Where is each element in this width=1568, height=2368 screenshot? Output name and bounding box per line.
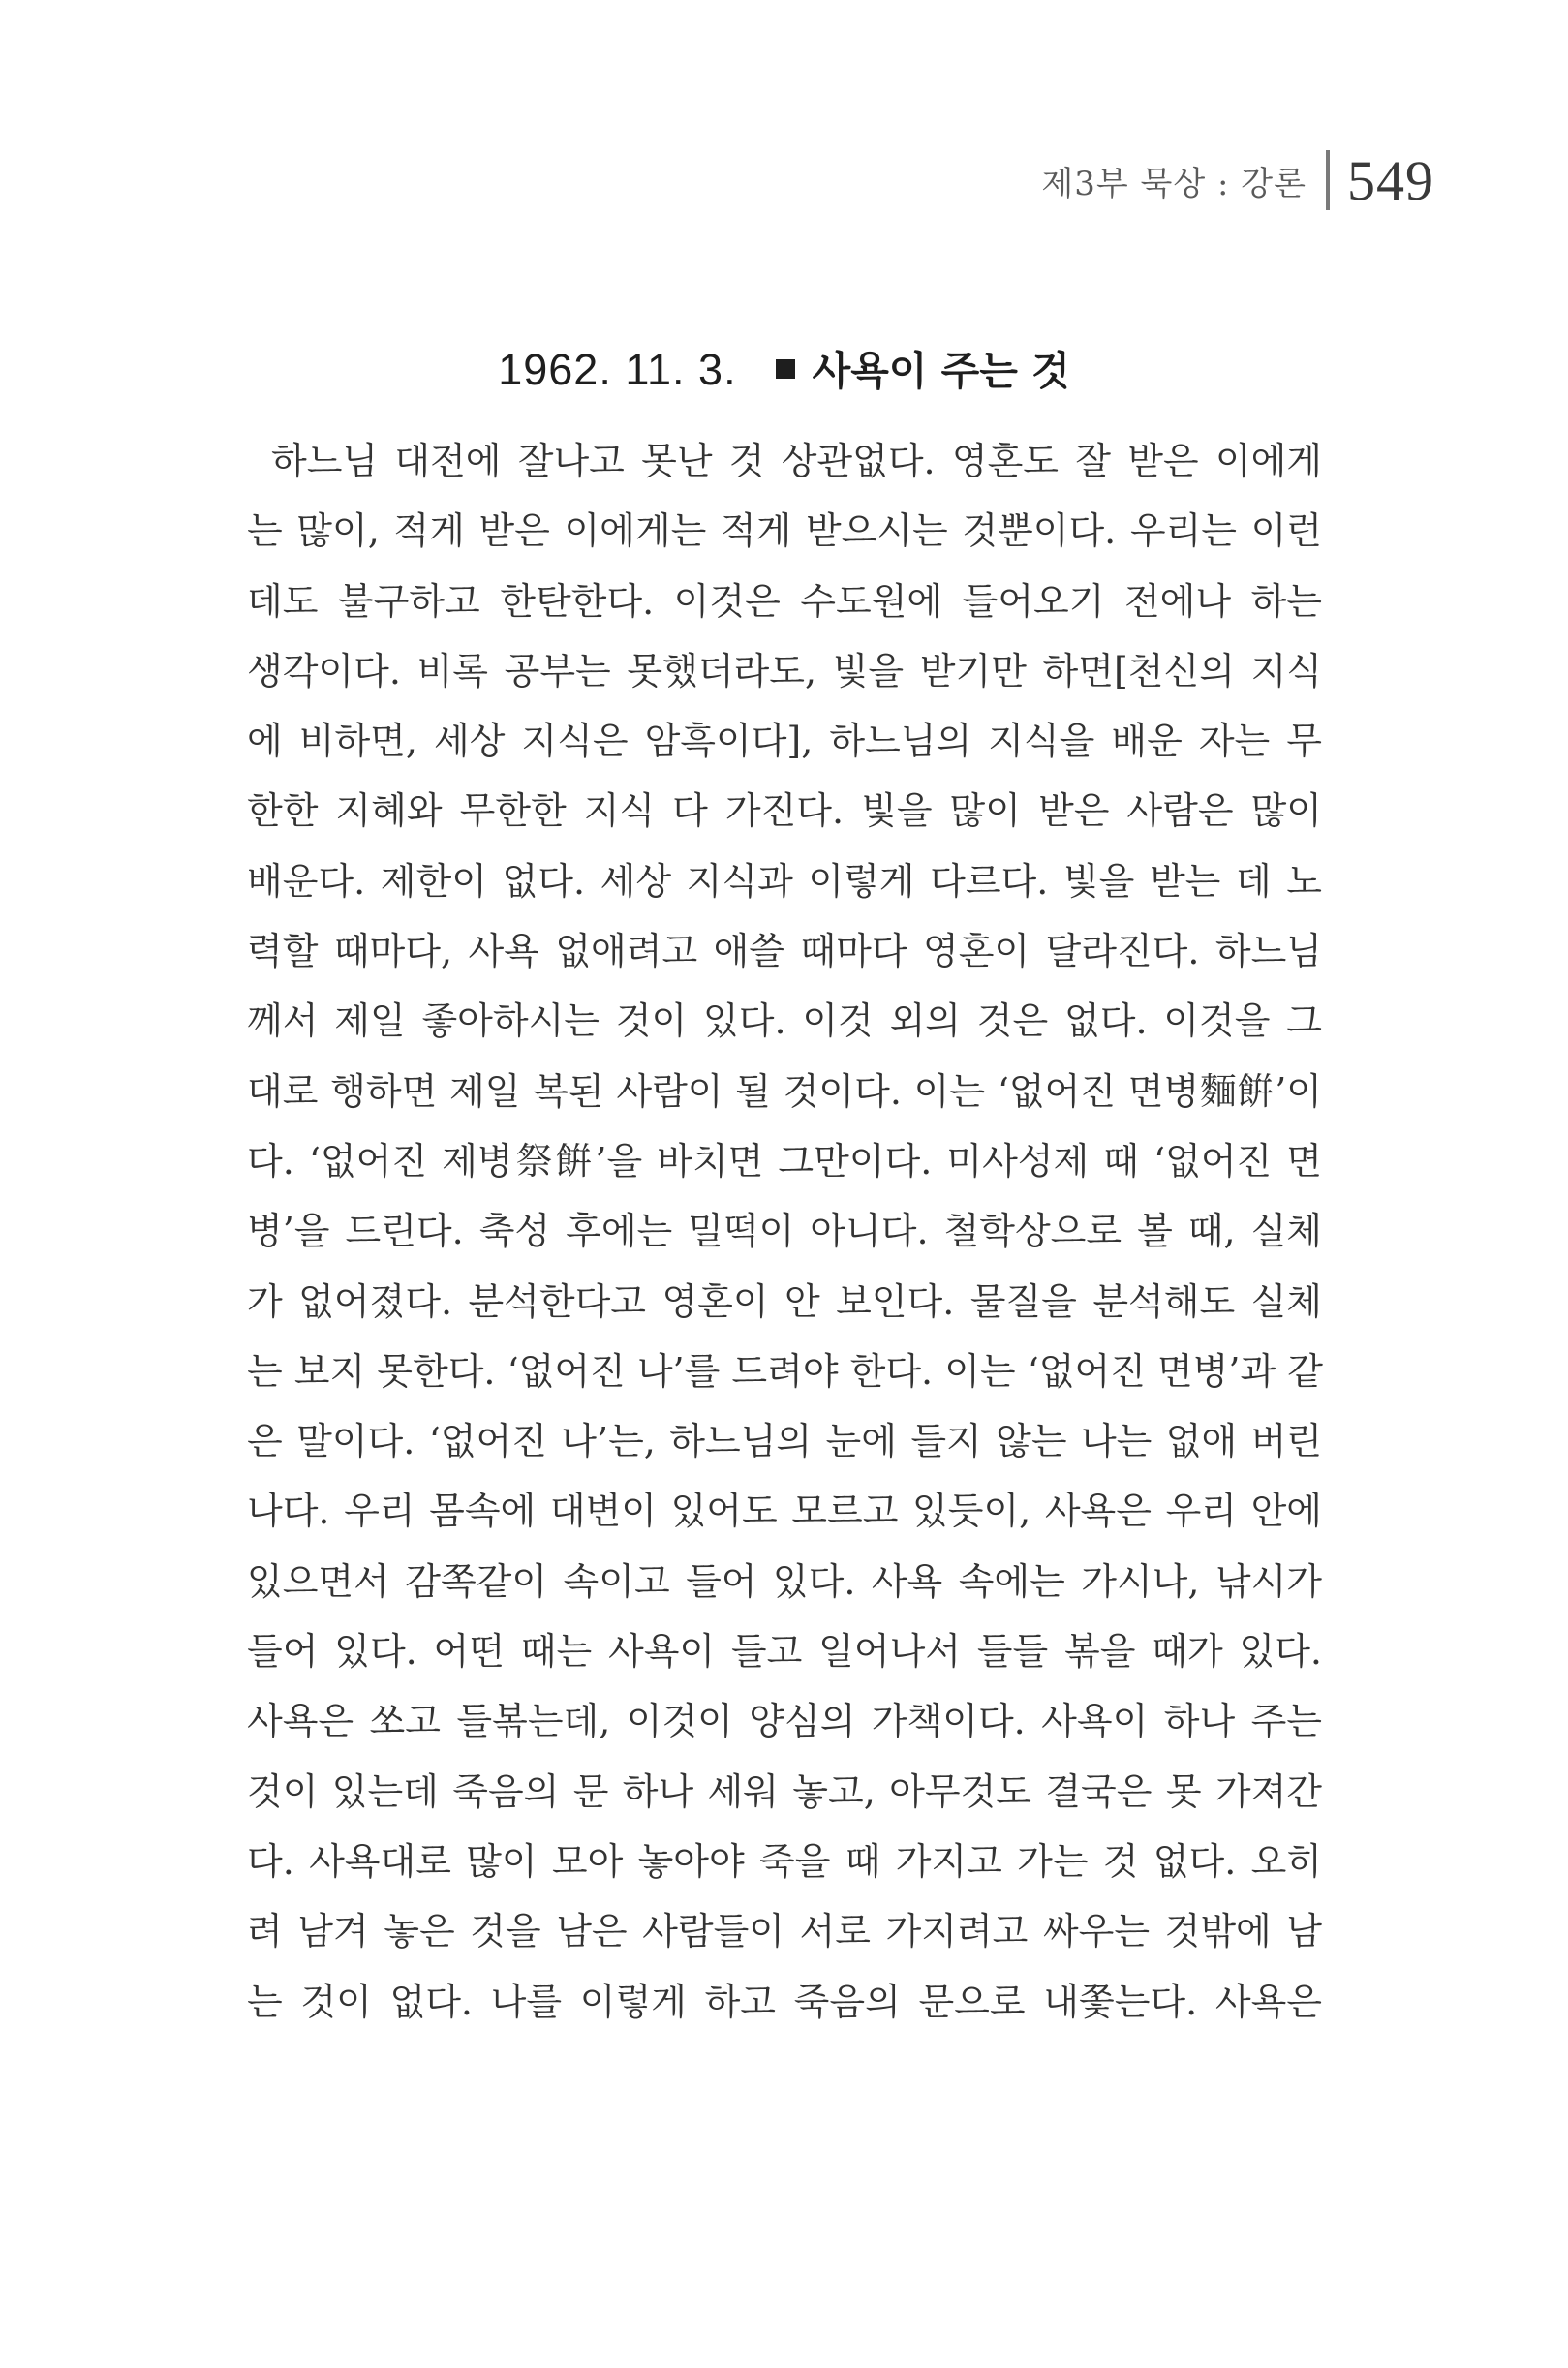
header-divider xyxy=(1326,150,1330,210)
entry-heading xyxy=(0,339,1568,396)
page-number: 549 xyxy=(1347,148,1434,212)
body-line: 생각이다. 비록 공부는 못했더라도, 빛을 받기만 하면[천신의 지식 xyxy=(247,649,1322,692)
body-line: 있으면서 감쪽같이 속이고 들어 있다. 사욕 속에는 가시나, 낚시가 xyxy=(247,1559,1322,1603)
body-line: 하느님 대전에 잘나고 못난 것 상관없다. 영혼도 잘 받은 이에게 xyxy=(271,440,1322,482)
body-line: 에 비하면, 세상 지식은 암흑이다], 하느님의 지식을 배운 자는 무 xyxy=(247,720,1322,763)
body-line: 력할 때마다, 사욕 없애려고 애쓸 때마다 영혼이 달라진다. 하느님 xyxy=(247,930,1322,973)
body-text xyxy=(247,426,1322,2037)
body-line: 는 보지 못한다. ‘없어진 나’를 드려야 한다. 이는 ‘없어진 면병’과 같 xyxy=(247,1349,1323,1393)
body-line: 들어 있다. 어떤 때는 사욕이 들고 일어나서 들들 볶을 때가 있다. xyxy=(247,1630,1322,1674)
running-title: 제3부 묵상 : 강론 xyxy=(1041,164,1307,203)
body-line: 사욕은 쏘고 들볶는데, 이것이 양심의 가책이다. 사욕이 하나 주는 xyxy=(247,1700,1322,1743)
body-line: 다. ‘없어진 제병祭餠’을 바치면 그만이다. 미사성제 때 ‘없어진 면 xyxy=(247,1139,1322,1183)
body-line: 는 것이 없다. 나를 이렇게 하고 죽음의 문으로 내쫓는다. 사욕은 xyxy=(247,1980,1322,2023)
square-bullet-icon xyxy=(776,359,795,379)
body-line: 려 남겨 놓은 것을 남은 사람들이 서로 가지려고 싸우는 것밖에 남 xyxy=(247,1910,1322,1953)
body-line: 데도 불구하고 한탄한다. 이것은 수도원에 들어오기 전에나 하는 xyxy=(247,579,1322,623)
body-line: 다. 사욕대로 많이 모아 놓아야 죽을 때 가지고 가는 것 없다. 오히 xyxy=(247,1839,1322,1883)
body-line: 가 없어졌다. 분석한다고 영혼이 안 보인다. 물질을 분석해도 실체 xyxy=(247,1279,1322,1323)
body-line: 는 많이, 적게 받은 이에게는 적게 받으시는 것뿐이다. 우리는 이런 xyxy=(247,509,1322,553)
running-header xyxy=(1041,145,1434,215)
body-line: 대로 행하면 제일 복된 사람이 될 것이다. 이는 ‘없어진 면병麵餠’이 xyxy=(247,1069,1322,1113)
body-line: 나다. 우리 몸속에 대변이 있어도 모르고 있듯이, 사욕은 우리 안에 xyxy=(247,1490,1322,1533)
body-line: 은 말이다. ‘없어진 나’는, 하느님의 눈에 들지 않는 나는 없애 버린 xyxy=(247,1420,1322,1463)
entry-title: 사욕이 주는 것 xyxy=(812,348,1070,394)
body-line: 병’을 드린다. 축성 후에는 밀떡이 아니다. 철학상으로 볼 때, 실체 xyxy=(247,1210,1322,1253)
entry-date: 1962. 11. 3. xyxy=(498,345,737,394)
body-line: 한한 지혜와 무한한 지식 다 가진다. 빛을 많이 받은 사람은 많이 xyxy=(247,789,1322,833)
body-line: 께서 제일 좋아하시는 것이 있다. 이것 외의 것은 없다. 이것을 그 xyxy=(247,999,1322,1043)
body-line: 것이 있는데 죽음의 문 하나 세워 놓고, 아무것도 결국은 못 가져간 xyxy=(247,1769,1322,1813)
body-line: 배운다. 제한이 없다. 세상 지식과 이렇게 다르다. 빛을 받는 데 노 xyxy=(247,859,1322,903)
